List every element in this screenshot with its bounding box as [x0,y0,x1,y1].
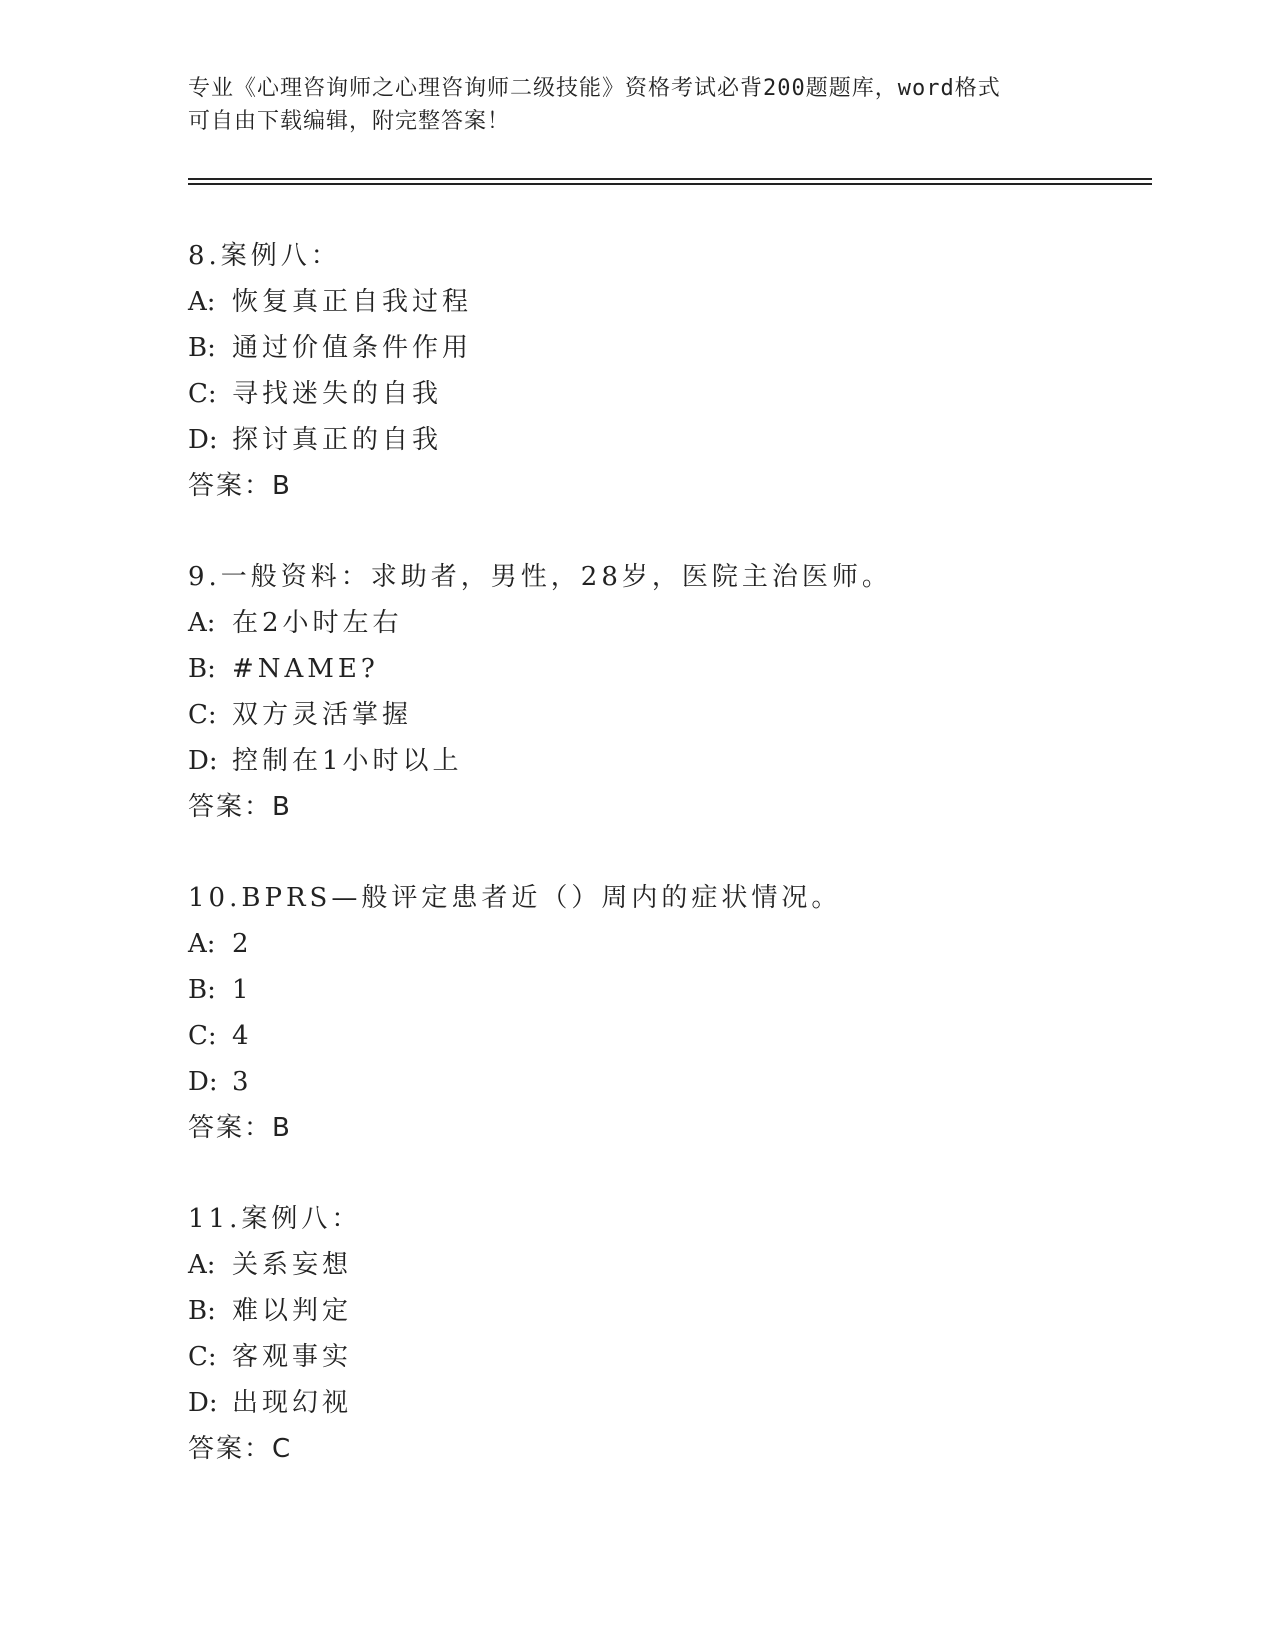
question-11 [188,1196,1168,1472]
option-c [188,371,1168,417]
option-b [188,1288,1168,1334]
option-letter: B: [188,333,216,363]
question-title: 8.案例八： [188,241,341,271]
answer-line [188,1105,1168,1151]
option-text: 3 [232,1067,253,1097]
question-title: 10.BPRS—般评定患者近（）周内的症状情况。 [188,883,842,913]
answer-value: B [272,471,292,501]
option-letter: A: [188,929,216,959]
option-letter: C: [188,1342,217,1372]
document-header [188,72,1088,138]
option-letter: A: [188,1250,216,1280]
option-d [188,1059,1168,1105]
option-text: 关系妄想 [232,1250,353,1280]
header-divider-top [188,178,1152,180]
question-8 [188,233,1168,509]
option-text: 双方灵活掌握 [232,700,413,730]
option-b [188,967,1168,1013]
option-letter: B: [188,975,216,1005]
answer-line [188,463,1168,509]
question-9 [188,554,1168,830]
option-letter: C: [188,379,217,409]
option-letter: A: [188,287,216,317]
option-letter: D: [188,1388,218,1418]
option-letter: D: [188,425,218,455]
header-line-1: 专业《心理咨询师之心理咨询师二级技能》资格考试必背200题题库，word格式 [188,76,1001,101]
option-letter: B: [188,1296,216,1326]
option-text: 1 [232,975,253,1005]
option-b [188,325,1168,371]
option-text: 难以判定 [232,1296,353,1326]
option-text: 恢复真正自我过程 [232,287,473,317]
option-c [188,692,1168,738]
option-letter: C: [188,700,217,730]
option-c [188,1334,1168,1380]
option-a [188,1242,1168,1288]
answer-value: B [272,1113,292,1143]
option-text: 控制在1小时以上 [232,746,463,776]
option-d [188,738,1168,784]
option-text: 客观事实 [232,1342,353,1372]
option-text: 在2小时左右 [232,608,403,638]
option-text: #NAME? [232,654,379,684]
answer-label: 答案： [188,1113,273,1143]
answer-label: 答案： [188,1434,273,1464]
answer-value: C [272,1434,293,1464]
question-title: 11.案例八： [188,1204,362,1234]
option-text: 2 [232,929,253,959]
option-letter: A: [188,608,216,638]
option-text: 探讨真正的自我 [232,425,443,455]
option-text: 通过价值条件作用 [232,333,473,363]
answer-value: B [272,792,292,822]
option-text: 4 [232,1021,253,1051]
option-text: 寻找迷失的自我 [232,379,443,409]
answer-label: 答案： [188,471,273,501]
answer-label: 答案： [188,792,273,822]
option-a [188,600,1168,646]
header-divider-bottom [188,183,1152,185]
option-d [188,417,1168,463]
option-a [188,921,1168,967]
option-text: 出现幻视 [232,1388,353,1418]
option-a [188,279,1168,325]
option-b [188,646,1168,692]
question-10 [188,875,1168,1151]
option-d [188,1380,1168,1426]
answer-line [188,1426,1168,1472]
option-letter: C: [188,1021,217,1051]
question-title: 9.一般资料：求助者，男性，28岁，医院主治医师。 [188,562,892,592]
option-letter: B: [188,654,216,684]
option-letter: D: [188,746,218,776]
answer-line [188,784,1168,830]
option-letter: D: [188,1067,218,1097]
option-c [188,1013,1168,1059]
header-line-2: 可自由下载编辑，附完整答案！ [188,109,511,134]
